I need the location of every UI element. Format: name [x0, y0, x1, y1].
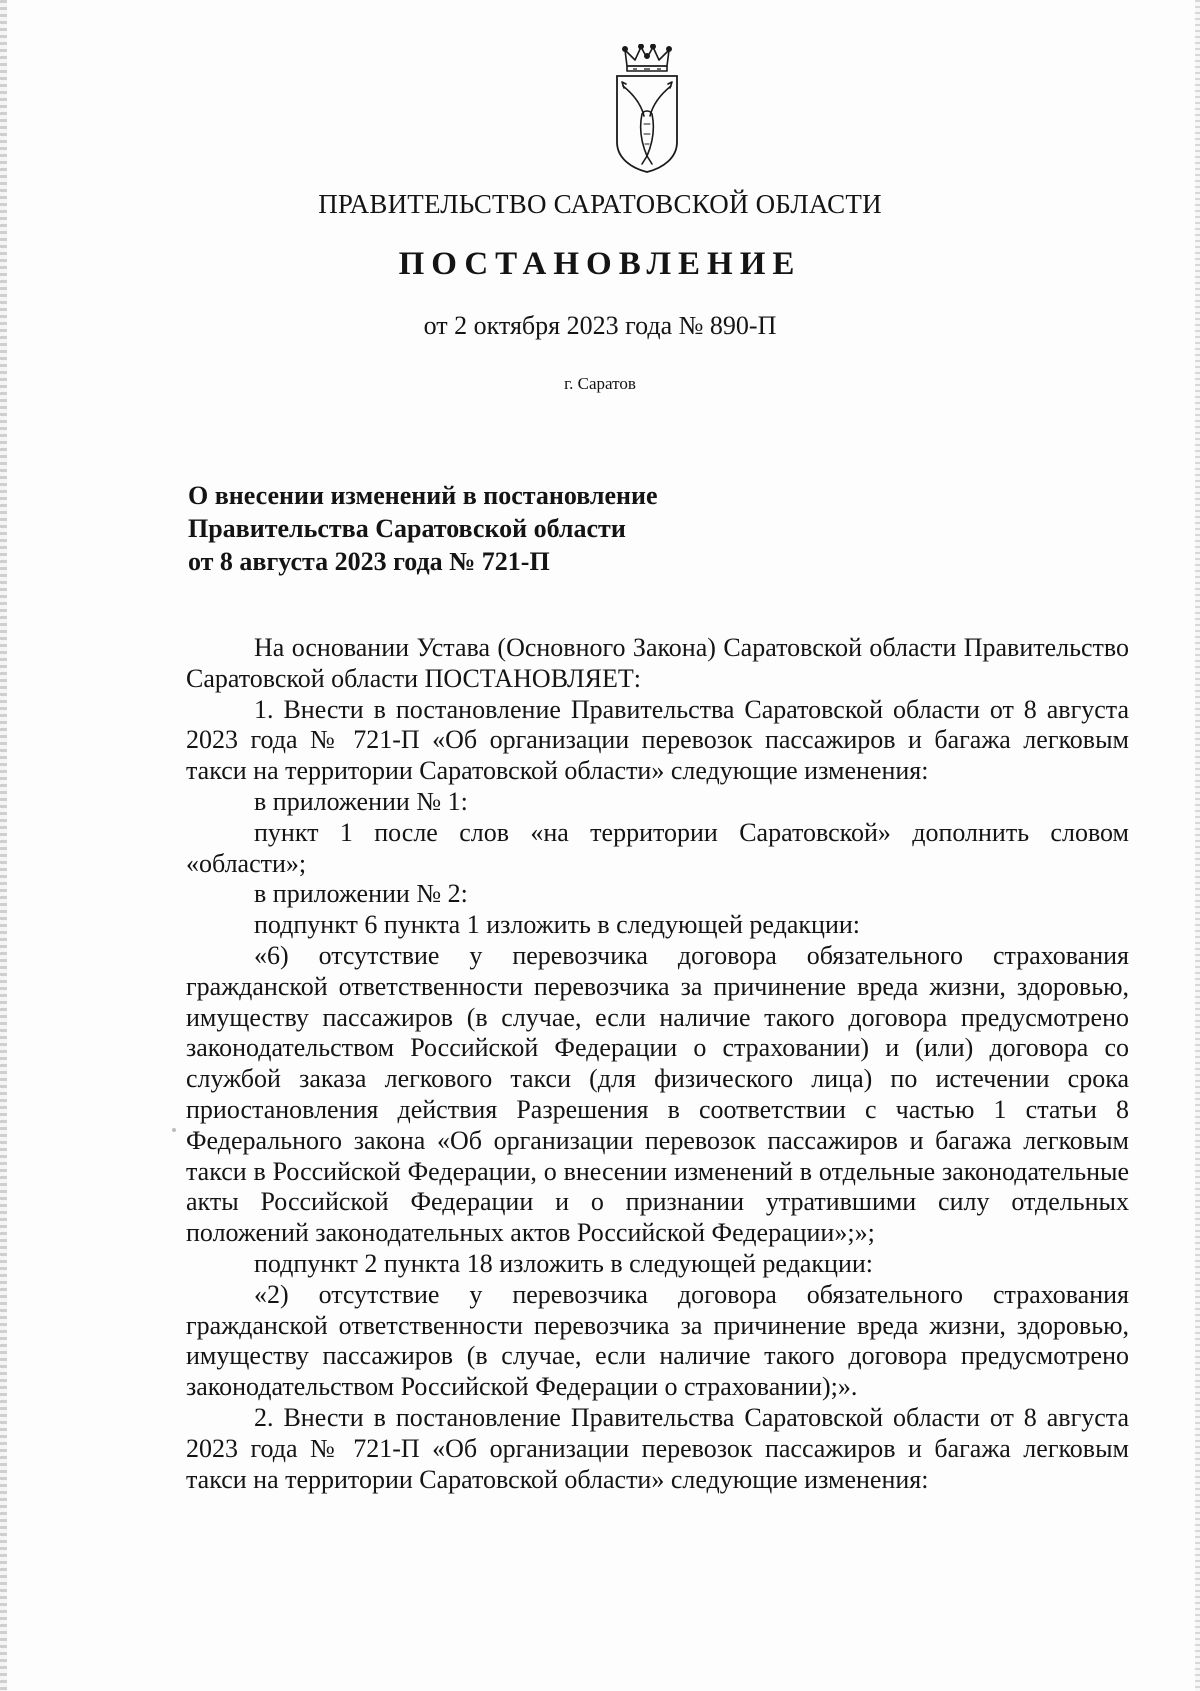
paragraph-point-1-change: пункт 1 после слов «на территории Саратовской» дополнить словом «области»; [186, 817, 1129, 878]
document-kind-title: ПОСТАНОВЛЕНИЕ [398, 246, 802, 282]
paragraph-appendix-2: в приложении № 2: [254, 879, 468, 909]
document-body [186, 633, 1129, 1495]
paragraph-appendix-1: в приложении № 1: [254, 786, 468, 816]
document-date-number: от 2 октября 2023 года № 890-П [423, 311, 777, 340]
paragraph-subpoint-6-intro: подпункт 6 пункта 1 изложить в следующей редакции: [254, 910, 860, 940]
document-city: г. Саратов [564, 374, 636, 393]
subject-line-3: от 8 августа 2023 года № 721-П [188, 547, 550, 576]
paragraph-item-1: 1. Внести в постановление Правительства Саратовской области от 8 августа 2023 года № 721-П «Об организации перевозок пассажиров и багажа легковым такси на территории Саратовской области» следующие изменения: [186, 694, 1129, 786]
scan-speck [172, 1128, 176, 1132]
subject-line-2: Правительства Саратовской области [188, 514, 626, 543]
government-name: ПРАВИТЕЛЬСТВО САРАТОВСКОЙ ОБЛАСТИ [318, 189, 882, 219]
paragraph-preamble: На основании Устава (Основного Закона) Саратовской области Правительство Саратовской области ПОСТАНОВЛЯЕТ: [186, 633, 1129, 693]
document-subject [188, 479, 788, 578]
paragraph-subpoint-2-text: «2) отсутствие у перевозчика договора обязательного страхования гражданской ответственности перевозчика за причинение вреда жизни, здоровью, имуществу пассажиров (в случае, если наличие такого договора предусмотрено законодательством Российской Федерации о страховании);». [186, 1279, 1129, 1402]
subject-line-1: О внесении изменений в постановление [188, 481, 658, 510]
paragraph-subpoint-6-text: «6) отсутствие у перевозчика договора обязательного страхования гражданской ответственности перевозчика за причинение вреда жизни, здоровью, имуществу пассажиров (в случае, если наличие такого договора предусмотрено законодательством Российской Федерации о страховании) и (или) договора со службой заказа легкового такси (для физического лица) по истечении срока приостановления действия Разрешения в соответствии с частью 1 статьи 8 Федерального закона «Об организации перевозок пассажиров и багажа легковым такси в Российской Федерации, о внесении изменений в отдельные законодательные акты Российской Федерации и о признании утратившими силу отдельных положений законодательных актов Российской Федерации»;»; [186, 940, 1129, 1248]
paragraph-item-2: 2. Внести в постановление Правительства Саратовской области от 8 августа 2023 года № 721-П «Об организации перевозок пассажиров и багажа легковым такси на территории Саратовской области» следующие изменения: [186, 1402, 1129, 1494]
saratov-coat-of-arms-icon [611, 44, 683, 174]
paragraph-subpoint-2-intro: подпункт 2 пункта 18 изложить в следующей редакции: [254, 1248, 873, 1278]
